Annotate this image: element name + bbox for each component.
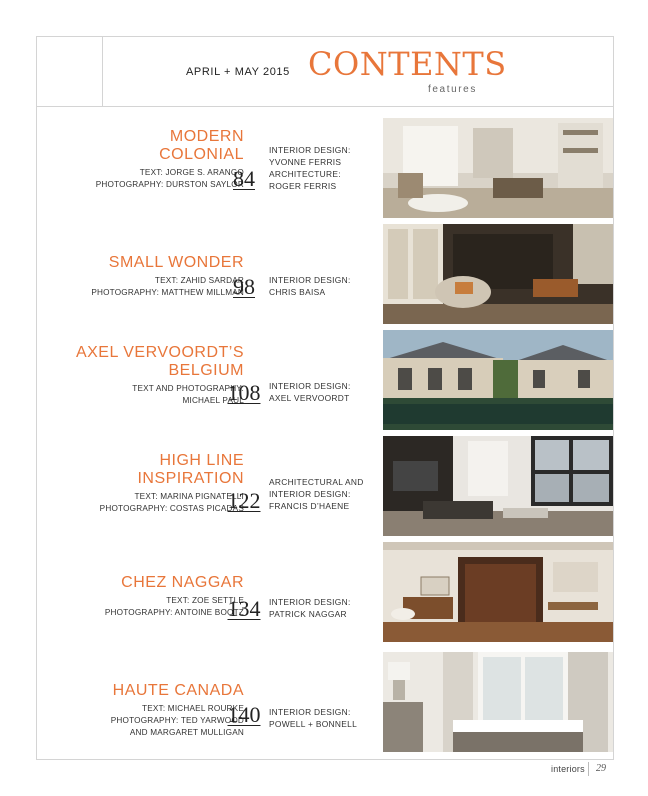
article-title: AXEL VERVOORDT’S BELGIUM — [75, 344, 244, 379]
article-title: CHEZ NAGGAR — [121, 574, 244, 591]
article-credits: TEXT: ZOE SETTLE PHOTOGRAPHY: ANTOINE BOOTZ — [104, 596, 244, 617]
article-title: HAUTE CANADA — [112, 682, 244, 699]
design-credits: INTERIOR DESIGN: PATRICK NAGGAR — [269, 597, 351, 619]
article-entry[interactable] — [36, 542, 614, 650]
article-entry[interactable] — [36, 224, 614, 332]
footer-brand: interiors — [551, 764, 585, 774]
article-photo[interactable] — [383, 542, 613, 642]
article-photo[interactable] — [383, 652, 613, 752]
header-vertical-divider — [102, 36, 103, 106]
article-credits: TEXT: MARINA PIGNATELLI PHOTOGRAPHY: COSTAS PICADAS — [99, 492, 244, 513]
issue-date: APRIL + MAY 2015 — [186, 66, 290, 78]
article-photo[interactable] — [383, 330, 613, 430]
article-title: MODERN COLONIAL — [159, 128, 244, 163]
footer-page-number: 29 — [596, 763, 606, 774]
design-credits: INTERIOR DESIGN: AXEL VERVOORDT — [269, 381, 351, 403]
article-entry[interactable] — [36, 436, 614, 544]
article-title: HIGH LINE INSPIRATION — [137, 452, 244, 487]
article-credits: TEXT: ZAHID SARDAR PHOTOGRAPHY: MATTHEW MILLMAN — [91, 276, 244, 297]
article-photo[interactable] — [383, 224, 613, 324]
article-credits: TEXT: JORGE S. ARANGO PHOTOGRAPHY: DURSTON SAYLOR — [95, 168, 244, 189]
page-number-link[interactable]: 140 — [227, 702, 261, 727]
design-credits: INTERIOR DESIGN: POWELL + BONNELL — [269, 707, 358, 729]
article-entry[interactable] — [36, 330, 614, 438]
article-credits: TEXT AND PHOTOGRAPHY: MICHAEL PAUL — [132, 384, 244, 405]
design-credits: ARCHITECTURAL AND INTERIOR DESIGN: FRANCIS D’HAENE — [269, 477, 364, 511]
article-entry[interactable] — [36, 650, 614, 758]
page-number-link[interactable]: 122 — [227, 488, 261, 513]
design-credits: INTERIOR DESIGN: CHRIS BAISA — [269, 275, 351, 297]
article-entry[interactable] — [36, 118, 614, 226]
article-photo[interactable] — [383, 118, 613, 218]
page-number-link[interactable]: 108 — [227, 380, 261, 405]
design-credits: INTERIOR DESIGN: YVONNE FERRIS ARCHITECTURE: ROGER FERRIS — [269, 145, 351, 191]
article-credits: TEXT: MICHAEL ROURKE PHOTOGRAPHY: TED YARWOOD AND MARGARET MULLIGAN — [110, 704, 244, 737]
page-title: CONTENTS — [308, 45, 507, 83]
article-photo[interactable] — [383, 436, 613, 536]
page-number-link[interactable]: 98 — [233, 274, 255, 299]
footer-divider — [588, 762, 589, 776]
page-number-link[interactable]: 134 — [227, 596, 261, 621]
header-divider — [36, 106, 614, 107]
page-subtitle: features — [428, 84, 477, 95]
page-number-link[interactable]: 84 — [233, 166, 255, 191]
article-title: SMALL WONDER — [108, 254, 244, 271]
